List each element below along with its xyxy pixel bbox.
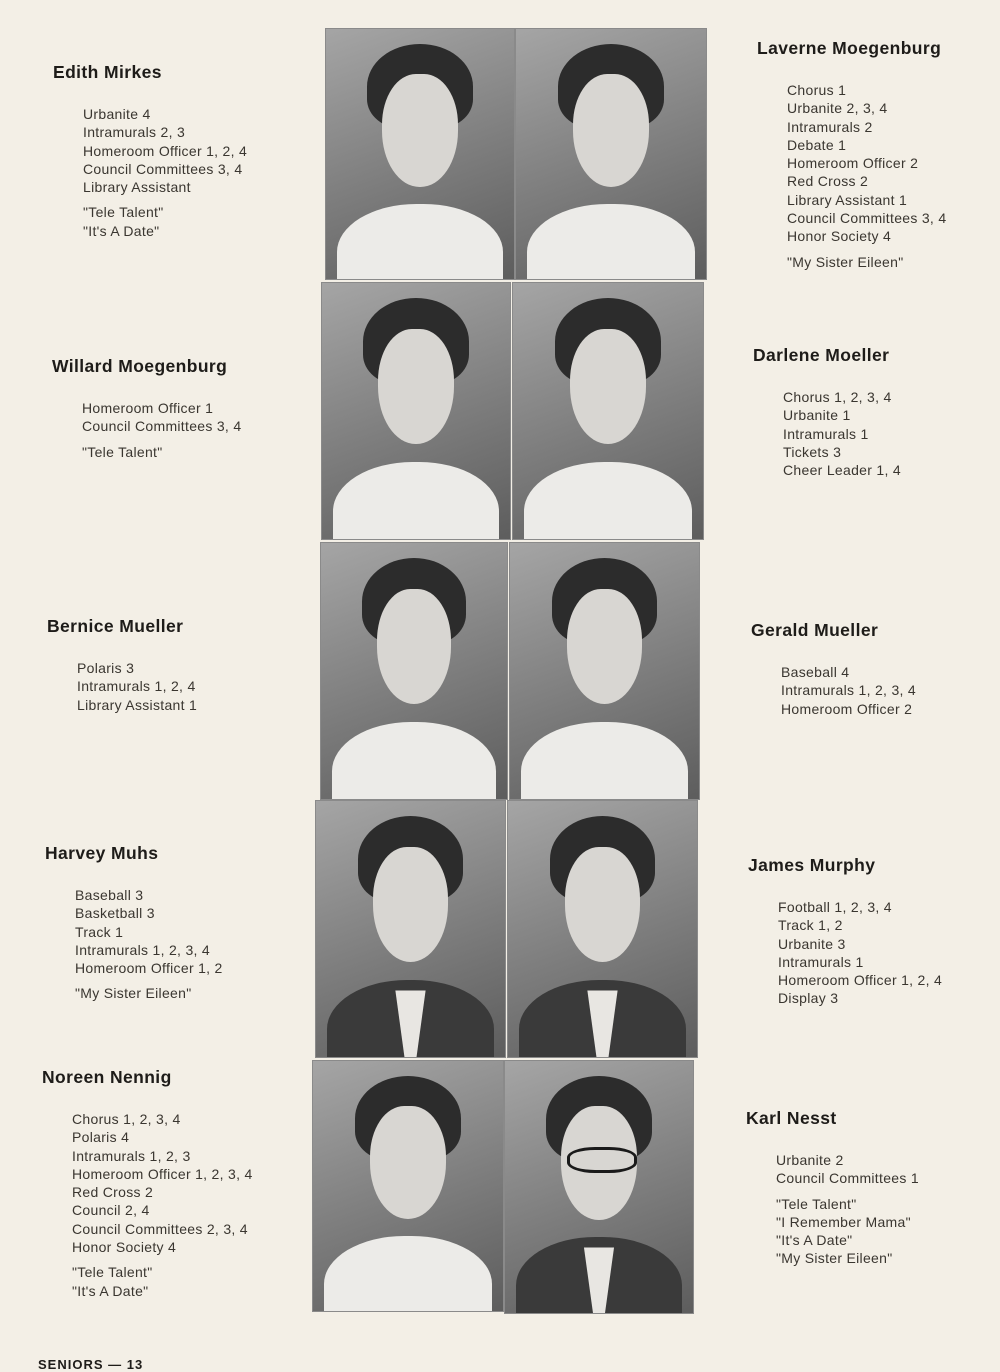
activity-item: Red Cross 2: [787, 173, 869, 190]
activity-item: Homeroom Officer 1, 2: [75, 960, 223, 977]
quote-list: [53, 203, 293, 240]
activity-item: Homeroom Officer 1: [82, 400, 214, 416]
student-entry-willard-moegenburg: [52, 356, 292, 461]
activity-item: Council 2, 4: [72, 1202, 150, 1219]
activity-item: Homeroom Officer 2: [781, 700, 913, 717]
quote-item: "My Sister Eileen": [75, 985, 192, 1002]
activity-item: Intramurals 2, 3: [83, 124, 186, 141]
student-name: Bernice Mueller: [47, 616, 184, 636]
activity-item: Polaris 3: [77, 660, 135, 676]
activity-list: [42, 1110, 282, 1256]
student-name: Gerald Mueller: [751, 620, 879, 640]
activity-item: Honor Society 4: [787, 228, 892, 245]
activity-item: Council Committees 1: [776, 1170, 919, 1187]
activity-list: [52, 399, 292, 436]
student-name: Laverne Moegenburg: [757, 38, 942, 58]
activity-item: Homeroom Officer 1, 2, 3, 4: [72, 1165, 253, 1182]
activity-list: [53, 105, 293, 196]
portrait-photo-karl-nesst: [504, 1060, 694, 1314]
quote-list: [52, 443, 292, 461]
portrait-photo-noreen-nennig: [312, 1060, 504, 1312]
quote-item: "My Sister Eileen": [787, 253, 904, 270]
quote-list: [757, 253, 997, 271]
student-entry-laverne-moegenburg: [757, 38, 997, 271]
activity-item: Urbanite 1: [783, 407, 851, 424]
activity-item: Council Committees 3, 4: [787, 210, 947, 227]
quote-item: "My Sister Eileen": [776, 1250, 893, 1267]
quote-item: "I Remember Mama": [776, 1213, 911, 1230]
quote-item: "Tele Talent": [776, 1195, 857, 1212]
activity-item: Intramurals 1, 2, 3: [72, 1147, 191, 1164]
student-entry-edith-mirkes: [53, 62, 293, 240]
activity-item: Football 1, 2, 3, 4: [778, 899, 892, 915]
activity-item: Chorus 1, 2, 3, 4: [783, 389, 892, 405]
quote-list: [746, 1195, 986, 1268]
portrait-photo-harvey-muhs: [315, 800, 506, 1058]
portrait-photo-darlene-moeller: [512, 282, 704, 540]
quote-item: "Tele Talent": [72, 1264, 153, 1281]
portrait-photo-edith-mirkes: [325, 28, 515, 280]
activity-item: Baseball 3: [75, 887, 144, 903]
activity-item: Chorus 1: [787, 82, 847, 98]
student-entry-bernice-mueller: [47, 616, 287, 714]
student-name: Harvey Muhs: [45, 843, 159, 863]
activity-item: Intramurals 2: [787, 118, 873, 135]
activity-item: Urbanite 4: [83, 106, 151, 122]
activity-item: Track 1: [75, 923, 124, 940]
activity-item: Debate 1: [787, 136, 847, 153]
activity-item: Intramurals 1, 2, 3, 4: [781, 682, 916, 699]
portrait-photo-laverne-moegenburg: [515, 28, 707, 280]
portrait-photo-bernice-mueller: [320, 542, 508, 800]
activity-item: Polaris 4: [72, 1129, 130, 1146]
student-entry-gerald-mueller: [751, 620, 991, 718]
quote-item: "Tele Talent": [82, 443, 163, 460]
activity-item: Chorus 1, 2, 3, 4: [72, 1111, 181, 1127]
activity-item: Council Committees 3, 4: [82, 418, 242, 435]
student-entry-james-murphy: [748, 855, 988, 1008]
activity-list: [753, 388, 993, 479]
activity-item: Intramurals 1, 2, 3, 4: [75, 941, 210, 958]
portrait-photo-james-murphy: [507, 800, 698, 1058]
activity-item: Cheer Leader 1, 4: [783, 462, 901, 479]
activity-item: Basketball 3: [75, 905, 155, 922]
activity-item: Intramurals 1, 2, 4: [77, 678, 196, 695]
activity-list: [746, 1151, 986, 1188]
student-name: James Murphy: [748, 855, 876, 875]
activity-item: Intramurals 1: [783, 425, 869, 442]
page-footer: SENIORS — 13: [38, 1357, 144, 1372]
activity-item: Urbanite 2, 3, 4: [787, 100, 888, 117]
activity-item: Library Assistant 1: [787, 191, 908, 208]
activity-item: Homeroom Officer 1, 2, 4: [83, 142, 248, 159]
student-name: Darlene Moeller: [753, 345, 890, 365]
quote-item: "It's A Date": [776, 1232, 853, 1249]
activity-item: Library Assistant 1: [77, 696, 198, 713]
student-name: Karl Nesst: [746, 1108, 837, 1128]
portrait-photo-willard-moegenburg: [321, 282, 511, 540]
activity-item: Intramurals 1: [778, 953, 864, 970]
student-entry-karl-nesst: [746, 1108, 986, 1268]
portrait-photo-gerald-mueller: [509, 542, 700, 800]
activity-item: Council Committees 3, 4: [83, 160, 243, 177]
quote-item: "It's A Date": [72, 1282, 149, 1299]
activity-item: Display 3: [778, 990, 839, 1007]
activity-item: Council Committees 2, 3, 4: [72, 1220, 248, 1237]
activity-item: Baseball 4: [781, 664, 850, 680]
student-entry-noreen-nennig: [42, 1067, 282, 1300]
activity-item: Honor Society 4: [72, 1239, 177, 1256]
quote-list: [42, 1263, 282, 1300]
activity-list: [748, 898, 988, 1008]
activity-item: Tickets 3: [783, 443, 842, 460]
student-name: Edith Mirkes: [53, 62, 162, 82]
activity-list: [45, 886, 285, 977]
student-name: Willard Moegenburg: [52, 356, 228, 376]
activity-item: Track 1, 2: [778, 917, 843, 934]
activity-item: Red Cross 2: [72, 1184, 154, 1201]
student-entry-darlene-moeller: [753, 345, 993, 479]
activity-item: Urbanite 3: [778, 935, 846, 952]
quote-item: "It's A Date": [83, 222, 160, 239]
activity-item: Homeroom Officer 1, 2, 4: [778, 972, 943, 989]
activity-list: [47, 659, 287, 714]
quote-item: "Tele Talent": [83, 204, 164, 221]
quote-list: [45, 984, 285, 1002]
activity-list: [757, 81, 997, 246]
student-name: Noreen Nennig: [42, 1067, 172, 1087]
student-entry-harvey-muhs: [45, 843, 285, 1003]
activity-list: [751, 663, 991, 718]
activity-item: Urbanite 2: [776, 1152, 844, 1168]
activity-item: Library Assistant: [83, 179, 191, 196]
activity-item: Homeroom Officer 2: [787, 155, 919, 172]
